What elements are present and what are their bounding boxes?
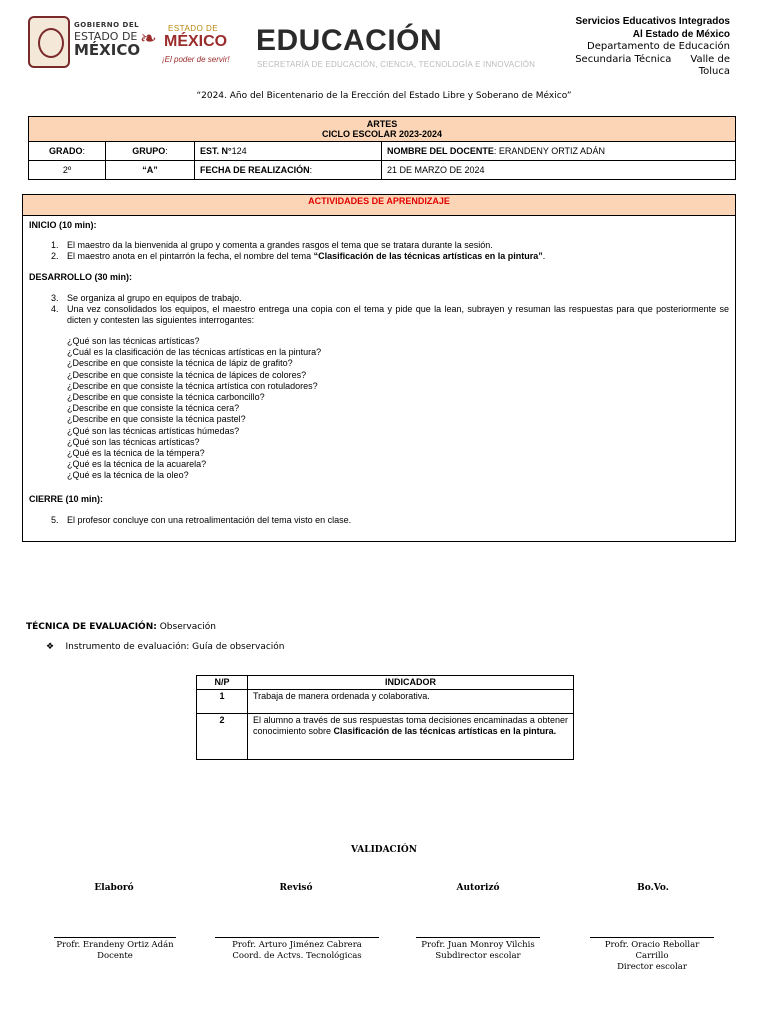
educacion-title: EDUCACIÓN	[256, 24, 443, 57]
question: ¿Qué es la técnica de la témpera?	[67, 448, 205, 459]
year-motto: “2024. Año del Bicentenario de la Erección del Estado Libre y Soberano de México”	[196, 91, 572, 101]
row2-np: 2	[197, 714, 248, 760]
row1-indicator: Trabaja de manera ordenada y colaborativa.	[248, 690, 574, 714]
question: ¿Qué es la técnica de la oleo?	[67, 470, 189, 481]
signer-position: Subdirector escolar	[435, 951, 521, 961]
signer-position: Director escolar	[617, 962, 687, 972]
fecha-label-cell: FECHA DE REALIZACIÓN:	[195, 161, 382, 180]
subject-header-cell	[29, 117, 736, 142]
role-autorizo: Autorizó	[456, 883, 500, 893]
state-seal-logo	[28, 16, 70, 68]
question: ¿Describe en que consiste la técnica pastel?	[67, 414, 246, 425]
flower-icon: ❧	[140, 28, 157, 50]
role-bovo: Bo.Vo.	[637, 883, 669, 893]
educacion-subtitle: SECRETARÍA DE EDUCACIÓN, CIENCIA, TECNOLOGÍA E INNOVACIÓN	[257, 60, 536, 69]
evaluation-instrument: ❖ Instrumento de evaluación: Guía de observación	[46, 642, 285, 652]
signature-line	[54, 937, 176, 938]
question: ¿Describe en que consiste la técnica de lápiz de grafito?	[67, 358, 293, 369]
signer-position: Coord. de Actvs. Tecnológicas	[232, 951, 362, 961]
grado-label-cell: GRADO:	[29, 142, 106, 161]
institution-line2: Al Estado de México	[632, 28, 730, 40]
grupo-label-cell: GRUPO:	[106, 142, 195, 161]
question: ¿Qué es la técnica de la acuarela?	[67, 459, 207, 470]
row2-indicator: El alumno a través de sus respuestas toma decisiones encaminadas a obtener conocimiento sobre Clasificación de las técnicas artísticas en la pintura.	[248, 714, 574, 760]
signer-name: Profr. Erandeny Ortiz Adán	[56, 940, 174, 950]
activities-title: ACTIVIDADES DE APRENDIZAJE	[23, 195, 735, 216]
question: ¿Qué son las técnicas artísticas húmedas?	[67, 425, 240, 436]
institution-header	[575, 16, 730, 79]
gob-line2: ESTADO DE	[74, 30, 138, 43]
institution-line4: Secundaria Técnica Valle de	[575, 53, 730, 65]
question: ¿Describe en que consiste la técnica artística con rotuladores?	[67, 380, 318, 391]
cycle-title: CICLO ESCOLAR 2023-2024	[321, 129, 443, 139]
signature-line	[416, 937, 540, 938]
docente-cell: NOMBRE DEL DOCENTE: ERANDENY ORTIZ ADÁN	[382, 142, 736, 161]
cierre-heading: CIERRE (10 min):	[29, 493, 104, 504]
edomex-line1: ESTADO DE	[168, 24, 219, 33]
evaluation-technique: TÉCNICA DE EVALUACIÓN: Observación	[26, 622, 216, 632]
list-item: 2. El maestro anota en el pintarrón la fecha, el nombre del tema “Clasificación de las técnicas artísticas en la pintura”.	[51, 251, 546, 261]
est-cell: EST. N°124	[195, 142, 382, 161]
np-header: N/P	[197, 676, 248, 690]
signature-line	[590, 937, 714, 938]
signer-position: Docente	[97, 951, 133, 961]
subject-title: ARTES	[366, 119, 398, 129]
indicator-table	[196, 675, 574, 760]
question: ¿Cuál es la clasificación de las técnicas artísticas en la pintura?	[67, 347, 322, 358]
edomex-logo	[140, 22, 250, 68]
list-item: 1. El maestro da la bienvenida al grupo y comenta a grandes rasgos el tema que se tratara durante la sesión.	[51, 240, 493, 250]
gobierno-logo-text	[74, 22, 140, 58]
question: ¿Describe en que consiste la técnica de lápices de colores?	[67, 369, 307, 380]
questions-list	[29, 336, 729, 482]
role-reviso: Revisó	[279, 883, 313, 893]
list-item: 4. Una vez consolidados los equipos, el maestro entrega una copia con el tema y pide que la lean, subrayen y resuman las respuestas para que posteriormente se dicten y contesten las siguientes interrogantes:	[51, 304, 729, 325]
list-item: 3. Se organiza al grupo en equipos de trabajo.	[51, 293, 242, 303]
inicio-heading: INICIO (10 min):	[29, 220, 97, 230]
institution-line3: Departamento de Educación	[587, 41, 730, 52]
institution-line5: Toluca	[698, 66, 730, 77]
question: ¿Describe en que consiste la técnica cera?	[67, 403, 240, 414]
validation-title: VALIDACIÓN	[350, 845, 418, 855]
desarrollo-heading: DESARROLLO (30 min):	[29, 272, 133, 282]
signer-name: Profr. Juan Monroy Vilchis	[421, 940, 535, 950]
activities-box	[22, 194, 736, 542]
signature-block	[54, 937, 176, 962]
edomex-line2: MÉXICO	[164, 33, 228, 50]
grupo-value: “A”	[106, 161, 195, 180]
row1-np: 1	[197, 690, 248, 714]
question: ¿Qué son las técnicas artísticas?	[67, 436, 200, 447]
edomex-slogan: ¡El poder de servir!	[162, 55, 230, 64]
signature-line	[215, 937, 379, 938]
signer-name: Profr. Oracio Rebollar Carrillo	[604, 940, 700, 961]
gob-line3: MÉXICO	[74, 41, 141, 59]
signature-block	[416, 937, 540, 962]
institution-line1: Servicios Educativos Integrados	[575, 16, 730, 27]
signer-name: Profr. Arturo Jiménez Cabrera	[232, 940, 362, 950]
signature-block	[590, 937, 714, 973]
grado-value: 2º	[29, 161, 106, 180]
question: ¿Qué son las técnicas artísticas?	[67, 336, 200, 346]
list-item: 5. El profesor concluye con una retroalimentación del tema visto en clase.	[51, 514, 352, 525]
fecha-value: 21 DE MARZO DE 2024	[382, 161, 736, 180]
indicator-header: INDICADOR	[248, 676, 574, 690]
diamond-bullet-icon: ❖	[46, 642, 55, 652]
gob-line1: GOBIERNO DEL	[74, 21, 140, 29]
role-elaboro: Elaboró	[94, 883, 134, 893]
class-info-table	[28, 116, 736, 180]
signature-block	[215, 937, 379, 962]
question: ¿Describe en que consiste la técnica carboncillo?	[67, 392, 265, 403]
